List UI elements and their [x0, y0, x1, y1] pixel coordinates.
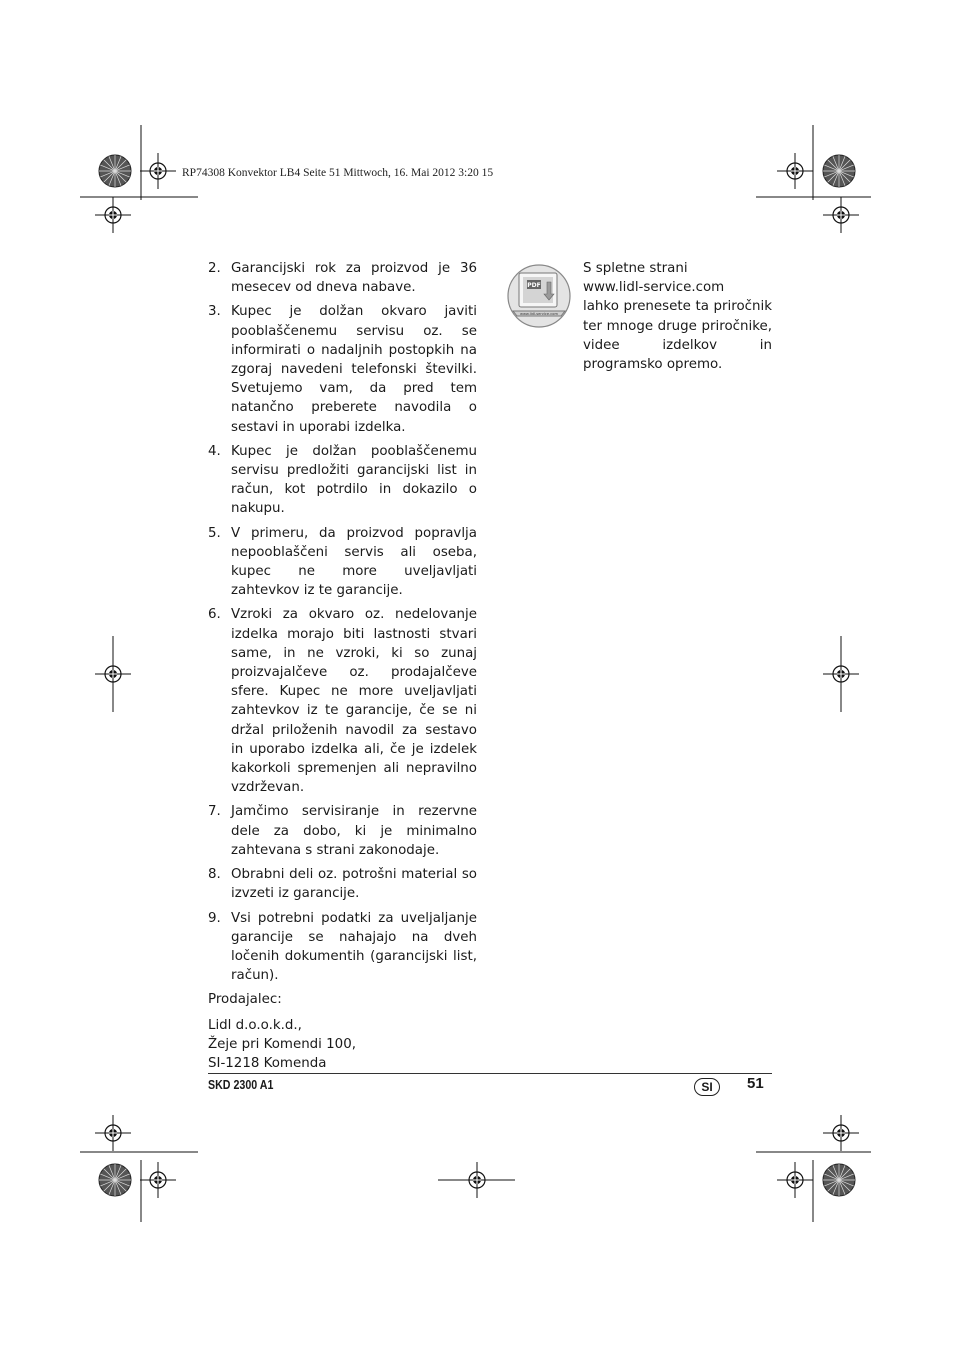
seller-label: Prodajalec:: [208, 992, 282, 1008]
download-url[interactable]: www.lidl-service.com: [583, 280, 725, 296]
seller-address: [208, 990, 477, 1073]
warranty-item: 5. V primeru, da proizvod popravlja nepooblaščeni servis ali oseba, kupec ne more uveljavljati zahtevkov iz te garancije.: [208, 525, 477, 599]
warranty-item: 3. Kupec je dolžan okvaro javiti pooblaščenemu servisu oz. se informirati o nadaljnih postopkih na zgoraj navedeni telefonski številki. Svetujemo vam, da pred tem natančno preberete navodila o sestavi in uporabi izdelka.: [208, 304, 477, 435]
seller-street: Žeje pri Komendi 100,: [208, 1036, 356, 1052]
warranty-item: 4. Kupec je dolžan pooblaščenemu servisu predložiti garancijski list in račun, kot potrdilo in dokazilo o nakupu.: [208, 443, 477, 517]
warranty-item: 7. Jamčimo servisiranje in rezervne dele za dobo, ki je minimalno zahtevana s strani zakonodaje.: [208, 804, 477, 858]
warranty-conditions: [208, 259, 477, 1073]
seller-company: Lidl d.o.o.k.d.,: [208, 1017, 302, 1033]
laptop-download-icon: [505, 264, 573, 328]
printer-slug: RP74308 Konvektor LB4 Seite 51 Mittwoch, 16. Mai 2012 3:20 15: [182, 167, 494, 179]
svg-text:www.lidl-service.com: www.lidl-service.com: [520, 312, 558, 316]
download-info: [583, 259, 772, 374]
page-number: 51: [747, 1075, 764, 1092]
download-body: lahko prenesete ta priročnik ter mnoge druge priročnike, videe izdelkov in programsko opremo.: [583, 299, 772, 373]
model-number: SKD 2300 A1: [208, 1077, 274, 1092]
warranty-item: 6. Vzroki za okvaro oz. nedelovanje izdelka morajo biti lastnosti stvari same, in ne vzroki, ki so zunaj proizvajalčeve oz. prodajalčeve sfere. Kupec ne more uveljavljati zahtevkov iz te garancije, če se ni držal priloženih navodil za sestavo in uporabo izdelka ali, če je izdelek kakorkoli spremenjen ali nepravilno vzdrževan.: [208, 607, 477, 796]
warranty-item: 9. Vsi potrebni podatki za uveljaljanje garancije se nahajajo na dveh ločenih dokumentih (garancijski list, račun).: [208, 910, 477, 984]
svg-text:PDF: PDF: [527, 282, 541, 289]
warranty-item: 2. Garancijski rok za proizvod je 36 mesecev od dneva nabave.: [208, 261, 477, 296]
footer-rule: [208, 1073, 772, 1074]
download-intro: S spletne strani: [583, 261, 688, 276]
warranty-item: 8. Obrabni deli oz. potrošni material so izvzeti iz garancije.: [208, 867, 477, 902]
seller-city: SI-1218 Komenda: [208, 1055, 327, 1071]
language-badge: SI: [694, 1078, 720, 1096]
